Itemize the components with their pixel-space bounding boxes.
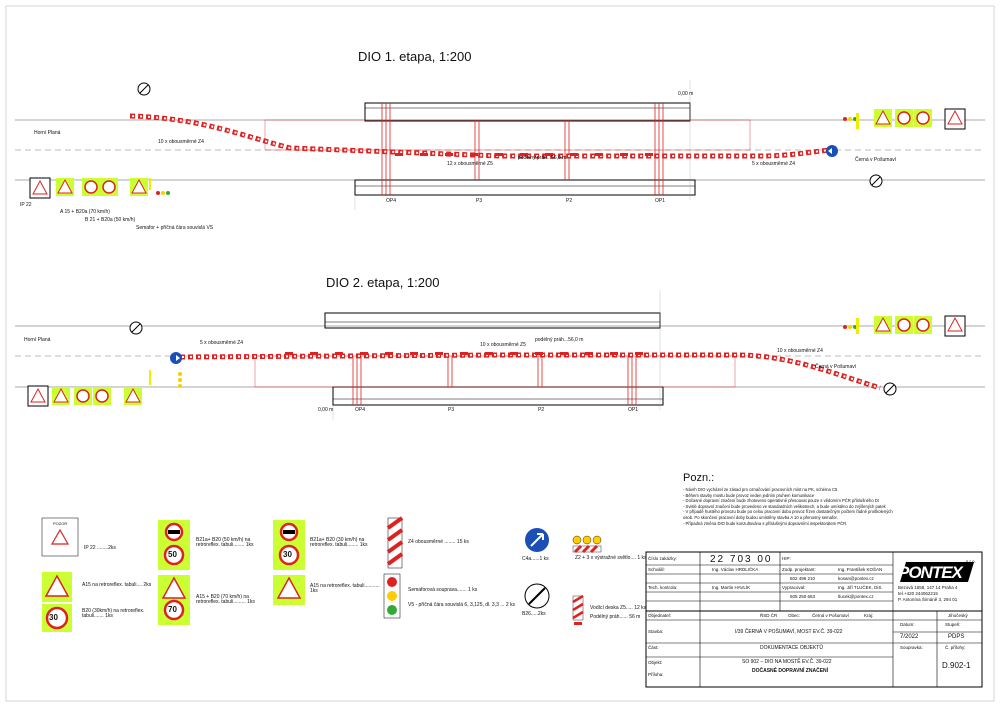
stage1-bridge-bottom-parapet [355, 180, 695, 195]
notes-line: - V případě hustého provozu bude po celou pracovní dobu provoz řízen dostatečným počtem řádně proškolených [683, 509, 893, 515]
stage2-support-op1: OP1 [628, 407, 639, 413]
stage2-z5-mid: 10 x obousměrné Z5 [480, 342, 526, 348]
notes-line: - Návrh DIO vycházel ze zásad pro označování pracovních míst na PK, schéma C5 [683, 487, 838, 492]
legend-b20-30: B20 (30km/h) na retroreflex. tabuli....... 1ks [82, 608, 145, 619]
legend-z5: Vodící deska Z5..... 12 ks [590, 605, 647, 611]
tb-stavba: I/39 ČERNÁ V POŠUMAVÍ, MOST EV.Č. 39-022 [735, 629, 843, 635]
stage2-z5-boards [285, 352, 643, 355]
tb-zodp-label: Zodp. projektant: [782, 567, 816, 572]
legend-b21a-b20-30: B21a+ B20 (30 km/h) na retroreflex. tabuli........ 1ks [310, 537, 368, 548]
stage1-dist: 0,00 m [678, 91, 694, 97]
stage2-z4-left: 5 x obousměrné Z4 [200, 340, 244, 346]
notes-line: - Během stavby mostu bude provoz veden jedním pruhem komunikace [683, 492, 815, 498]
stage1-b26-sign-left [138, 83, 150, 95]
tb-stupen: PDPS [948, 634, 965, 640]
legend-c4a: C4a......1 ks [522, 556, 549, 562]
stage1-length: podélný práh...56,0 m [518, 155, 567, 161]
tb-obec: Černá v Pošumaví [812, 613, 850, 618]
tb-address3: P. Antonína Šimáně 3, 294 01 [898, 597, 958, 602]
stage2-road-left: Horní Planá [24, 337, 51, 343]
legend-a15-b20-70: A15 + B20 (70 km/h) na retroreflex. tabuli......... 1ks [196, 594, 255, 605]
tb-email1: kosan@pontex.cz [838, 576, 874, 581]
legend-sign-50: 50 [168, 550, 177, 559]
tb-zodp: Ing. František KOŠAN [838, 567, 883, 572]
tb-tech-label: Tech. kontrola: [648, 585, 678, 590]
legend-sign-30a: 30 [283, 550, 292, 559]
notes-line: - Případná změna DIO bude konzultována s příslušnými dopravními inspektorátem PČR. [683, 520, 848, 526]
stage1-bridge-top-parapet [365, 103, 690, 121]
notes-block [683, 472, 983, 526]
stage2-bridge-bottom-parapet [333, 387, 663, 405]
tb-vypracoval-label: Vypracoval: [782, 585, 806, 590]
stage1-title: DIO 1. etapa, 1:200 [358, 49, 472, 64]
tb-schvalil: Ing. Václav HRDLIČKA [712, 567, 759, 572]
stage1-a15-text: A 15 + B20a (70 km/h) [60, 209, 110, 215]
stage1-b26-sign-right [870, 175, 882, 187]
stage1-signs-left [30, 178, 148, 198]
stage2-length: podélný práh...56,0 m [535, 337, 584, 343]
legend-b26: B26.....2ks [522, 611, 546, 617]
tb-objekt-label: Objekt: [648, 660, 663, 665]
stage2-support-op4: OP4 [355, 407, 366, 413]
notes-line: osob. Po skončení pracovní doby budou umístěny stavba A 10 a přenosný semafor. [683, 514, 838, 520]
stage1-road-left: Horní Planá [34, 130, 61, 136]
legend-v5: V5 - příčná čára souvislá 6, 3,125, dl. 3,3 ... 2 ks [408, 602, 515, 608]
tb-phone1: 602 496 210 [790, 576, 816, 581]
stage2-semafor-right [843, 325, 857, 329]
stage2-z4-right: 10 x obousměrné Z4 [777, 348, 823, 354]
legend-a15-alt: A15 na retroreflex. tabuli........... 1ks [310, 583, 380, 594]
legend-a15-short: A15 na retroreflex. tabuli.... 2ks [82, 582, 152, 588]
tb-obec-label: Obec: [788, 613, 801, 618]
stage2-dist: 0,00 m [318, 407, 334, 413]
tb-address2: tel.+420 244062215 [898, 591, 938, 596]
notes-line: - Svislé dopravní značení bude provedeno ve standardních velikostech, a bude umístěno do zvýšených patek [683, 503, 886, 509]
tb-cast-label: Část: [648, 645, 659, 650]
stage1-support-op4: OP4 [386, 198, 397, 204]
tb-email2: tlucek@pontex.cz [838, 594, 874, 599]
notes-title: Pozn.: [683, 472, 715, 484]
stage1-semafor-left [156, 191, 170, 195]
stage1-plan [15, 80, 985, 210]
tb-zakazka-label: Číslo zakázky: [648, 556, 678, 561]
legend-pozor: POZOR [53, 521, 68, 526]
tb-stupen-label: Stupeň: [945, 622, 961, 627]
legend-sign-30: 30 [49, 613, 58, 622]
stage2-b26-sign-right [884, 383, 896, 395]
legend-ip22: IP 22 ........2ks [84, 545, 116, 551]
stage2-title: DIO 2. etapa, 1:200 [326, 275, 440, 290]
tb-objednatel: ŘSD ČR [760, 613, 778, 618]
tb-hip-label: HIP: [782, 556, 791, 561]
stage1-semafor-text: Semafor + příčná čára souvislá VS [136, 225, 214, 231]
stage1-signs-right [856, 109, 965, 129]
legend-semafor: Semaforová souprava....... 1 ks [408, 587, 478, 593]
stage1-semafor-right [843, 117, 857, 121]
tb-company-sub: s.r.o. [966, 559, 976, 564]
stage1-piers [382, 103, 663, 195]
tb-soupravka-label: Soupravka: [900, 645, 923, 650]
tb-kraj-label: Kraj: [864, 613, 874, 618]
stage2-piers [353, 356, 636, 405]
tb-phone2: 605 250 653 [790, 594, 816, 599]
stage2-support-p3: P3 [448, 407, 455, 413]
tb-cast: DOKUMENTACE OBJEKTŮ [760, 645, 823, 651]
stage2-road-right: Černá v Pošumaví [815, 364, 857, 370]
stage1-z4-top: 10 x obousměrné Z4 [158, 139, 204, 145]
legend-b21a-b20-50: B21a+ B20 (50 km/h) na retroreflex. tabuli........ 1ks [196, 537, 254, 548]
stage2-signs-left [28, 386, 142, 406]
stage1-support-p3: P3 [476, 198, 483, 204]
stage2-plan [15, 290, 985, 420]
legend-sign-70: 70 [168, 605, 177, 614]
stage1-z5-mid: 12 x obousměrné Z5 [447, 161, 493, 167]
stage1-support-op1: OP1 [655, 198, 666, 204]
stage2-c4a-sign [170, 352, 182, 364]
stage1-z4-right: 5 x obousměrné Z4 [752, 161, 796, 167]
tb-stavba-label: Stavba: [648, 629, 664, 634]
tb-objekt: SO 902 – DIO NA MOSTĚ EV.Č. 39-022 [742, 659, 832, 665]
tb-vypracoval: Ing. Jiří TLUČEK, DiS. [838, 585, 883, 590]
stage1-road-right: Černá v Pošumaví [855, 157, 897, 163]
tb-datum: 7/2022 [900, 634, 919, 640]
tb-schvalil-label: Schválil: [648, 567, 665, 572]
tb-zakazka: 22 703 00 [710, 554, 773, 565]
stage1-support-p2: P2 [566, 198, 573, 204]
tb-tech: Ing. Martin HAVLÍK [712, 585, 751, 590]
tb-cislo-prilohy-label: Č. přílohy: [945, 645, 966, 650]
stage1-b21-text: B 21 + B20a (50 km/h) [85, 217, 136, 223]
tb-cislo-prilohy: D.902-1 [942, 661, 971, 670]
stage1-ip22-text: IP 22 [20, 202, 32, 208]
stage1-c4a-sign [826, 145, 838, 157]
tb-priloha: DOČASNÉ DOPRAVNÍ ZNAČENÍ [752, 668, 829, 674]
tb-datum-label: Datum: [900, 622, 915, 627]
stage2-support-p2: P2 [538, 407, 545, 413]
legend-z2: Z2 + 3 x výstražné světlo.... 1 ks [575, 555, 647, 561]
stage2-b26-sign-left [130, 322, 142, 334]
legend-z4: Z4 obousměrné ........ 15 ks [408, 539, 469, 545]
stage2-z2-lights [178, 372, 182, 388]
tb-company: PONTEX [898, 563, 962, 582]
tb-objednatel-label: Objednatel: [648, 613, 672, 618]
tb-kraj: Jihočeský [948, 613, 968, 618]
tb-address: Bezová 1658, 147 14 Praha 4 [898, 585, 958, 590]
stage2-barrier-z4 [180, 355, 880, 388]
tb-priloha-label: Příloha: [648, 672, 664, 677]
notes-line: - Dočasné dopravní značení bude zhotoveno operativně přesouvat pouze s vědomím PČR příslušného DI [683, 498, 879, 504]
legend-prah: Podélný práh...... 56 m [590, 614, 641, 620]
